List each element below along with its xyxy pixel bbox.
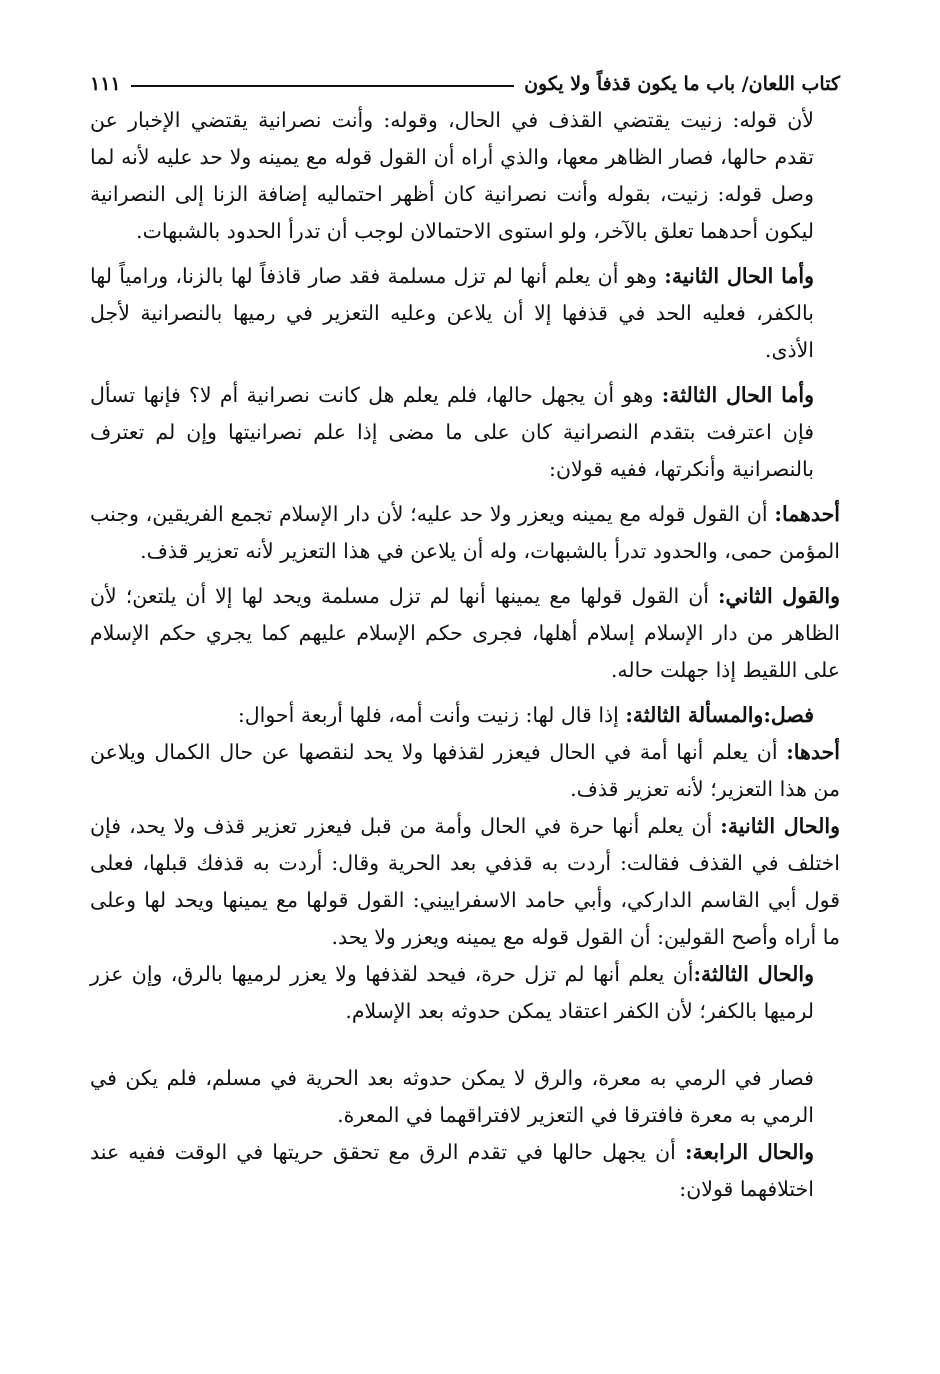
section-lead: فصل:والمسألة الثالثة: bbox=[625, 703, 814, 727]
paragraph-text: أن القول قولها مع يمينها أنها لم تزل مسلمة ويحد لها إلا أن يلتعن؛ لأن الظاهر من دار الإسلام إسلام أهلها، فجرى حكم الإسلام عليهم كما يجري حكم الإسلام على اللقيط إذا جهلت حاله. bbox=[90, 584, 840, 682]
paragraph-lead: والحال الثالثة: bbox=[693, 962, 815, 986]
paragraph-text: فصار في الرمي به معرة، والرق لا يمكن حدوثه بعد الحرية في مسلم، فلم يكن في الرمي به معرة فافترقا في التعزير لافتراقهما في المعرة. bbox=[90, 1066, 814, 1127]
paragraph-lead: والقول الثاني: bbox=[717, 584, 840, 608]
running-header bbox=[90, 66, 840, 102]
paragraph-lead: وأما الحال الثانية: bbox=[664, 264, 814, 288]
paragraph-text: وهو أن يعلم أنها لم تزل مسلمة فقد صار قاذفاً لها بالزنا، ورامياً لها بالكفر، فعليه الحد في قذفها إلا أن يلاعن وعليه التعزير في رميها بالنصرانية لأجل الأذى. bbox=[90, 264, 814, 362]
paragraph-7 bbox=[90, 734, 840, 808]
paragraph-4 bbox=[90, 496, 840, 570]
paragraph-text: لأن قوله: زنيت يقتضي القذف في الحال، وقوله: وأنت نصرانية يقتضي الإخبار عن تقدم حالها، فصار الظاهر معها، والذي أراه أن القول قوله مع يمينه ولا حد عليه لأنه لما وصل قوله: زنيت، بقوله وأنت نصرانية كان أظهر احتماليه إضافة الزنا إلى النصرانية ليكون أحدهما تعلق بالآخر، ولو استوى الاحتمالان لوجب أن تدرأ الحدود بالشبهات. bbox=[90, 108, 814, 243]
page-number: ١١١ bbox=[90, 73, 121, 95]
paragraph-text: إذا قال لها: زنيت وأنت أمه، فلها أربعة أحوال: bbox=[237, 703, 626, 727]
header-rule bbox=[131, 85, 514, 87]
paragraph-2 bbox=[90, 258, 840, 369]
paragraph-lead: أحدها: bbox=[786, 740, 840, 764]
paragraph-9 bbox=[90, 956, 840, 1030]
paragraph-text: أن يجهل حالها في تقدم الرق مع تحقق حريتها في الوقت ففيه عند اختلافهما قولان: bbox=[90, 1140, 814, 1201]
paragraph-lead: وأما الحال الثالثة: bbox=[661, 383, 815, 407]
paragraph-lead: أحدهما: bbox=[774, 502, 840, 526]
chapter-title: كتاب اللعان/ باب ما يكون قذفاً ولا يكون bbox=[524, 73, 840, 95]
paragraph-10 bbox=[90, 1060, 840, 1134]
paragraph-11 bbox=[90, 1134, 840, 1208]
paragraph-8 bbox=[90, 808, 840, 956]
paragraph-text: أن يعلم أنها أمة في الحال فيعزر لقذفها ولا يحد لنقصها عن حال الكمال ويلاعن من هذا التعزير؛ لأنه تعزير قذف. bbox=[90, 740, 840, 801]
paragraph-text: وهو أن يجهل حالها، فلم يعلم هل كانت نصرانية أم لا؟ فإنها تسأل فإن اعترفت بتقدم النصرانية كان على ما مضى إذا علم نصرانيتها وإن لم تعترف بالنصرانية وأنكرتها، ففيه قولان: bbox=[90, 383, 814, 481]
section-heading-paragraph bbox=[90, 697, 840, 734]
paragraph-3 bbox=[90, 377, 840, 488]
paragraph-lead: والحال الرابعة: bbox=[684, 1140, 814, 1164]
paragraph-text: أن القول قوله مع يمينه ويعزر ولا حد عليه؛ لأن دار الإسلام تجمع الفريقين، وجنب المؤمن حمى، والحدود تدرأ بالشبهات، وله أن يلاعن في هذا التعزير لأنه تعزير قذف. bbox=[90, 502, 840, 563]
paragraph-1 bbox=[90, 102, 840, 250]
paragraph-lead: والحال الثانية: bbox=[720, 814, 840, 838]
paragraph-text: أن يعلم أنها حرة في الحال وأمة من قبل فيعزر تعزير قذف ولا يحد، فإن اختلف في القذف فقالت: أردت به قذفي بعد الحرية وقال: أردت به قذفك قبلها، فعلى قول أبي القاسم الداركي، وأبي حامد الاسفراييني: القول قولها مع يمينها ويحد لها وعلى ما أراه وأصح القولين: أن القول قوله مع يمينه ويعزر ولا يحد. bbox=[90, 814, 840, 949]
paragraph-text: أن يعلم أنها لم تزل حرة، فيحد لقذفها ولا يعزر لرميها بالرق، وإن عزر لرميها بالكفر؛ لأن الكفر اعتقاد يمكن حدوثه بعد الإسلام. bbox=[90, 962, 814, 1023]
paragraph-5 bbox=[90, 578, 840, 689]
book-page bbox=[90, 66, 840, 1208]
